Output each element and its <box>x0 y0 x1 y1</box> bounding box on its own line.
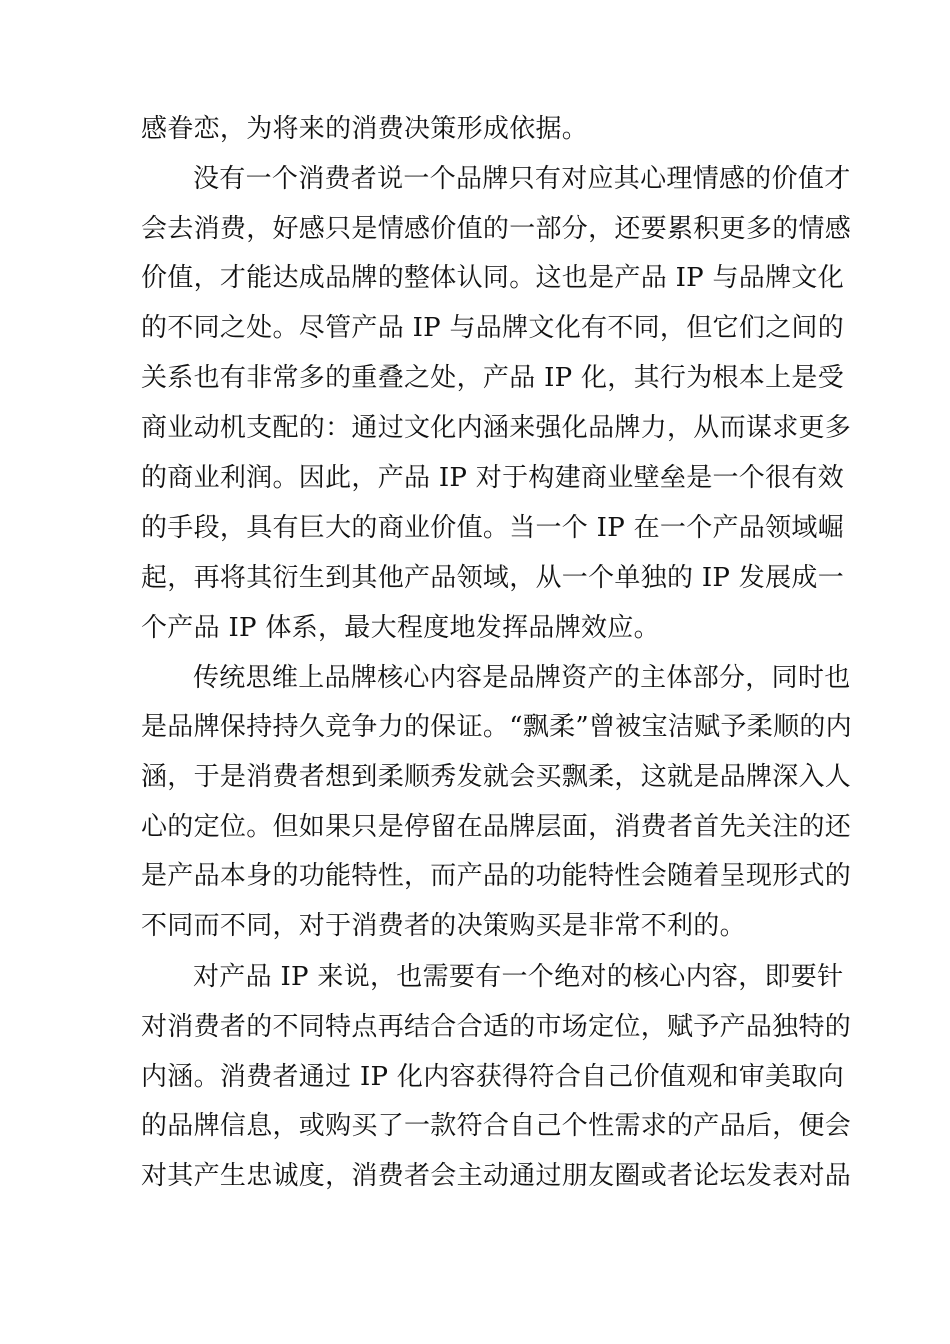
text-line: 对其产生忠诚度，消费者会主动通过朋友圈或者论坛发表对品 <box>141 1161 852 1191</box>
text-line: 的商业利润。因此，产品 IP 对于构建商业壁垒是一个很有效 <box>141 463 844 493</box>
text-line: 会去消费，好感只是情感价值的一部分，还要累积更多的情感 <box>141 214 852 244</box>
text-line: 的不同之处。尽管产品 IP 与品牌文化有不同，但它们之间的 <box>141 313 844 343</box>
text-line: 关系也有非常多的重叠之处，产品 IP 化，其行为根本上是受 <box>141 363 844 393</box>
text-line: 的手段，具有巨大的商业价值。当一个 IP 在一个产品领域崛 <box>141 513 844 543</box>
paragraph-start-line: 没有一个消费者说一个品牌只有对应其心理情感的价值才 <box>193 164 851 194</box>
text-line: 是品牌保持持久竞争力的保证。“飘柔”曾被宝洁赋予柔顺的内 <box>141 712 852 742</box>
text-line: 对消费者的不同特点再结合合适的市场定位，赋予产品独特的 <box>141 1012 852 1042</box>
text-line: 感眷恋，为将来的消费决策形成依据。 <box>141 114 589 144</box>
paragraph-start-line: 传统思维上品牌核心内容是品牌资产的主体部分，同时也 <box>193 663 851 693</box>
text-line: 不同而不同，对于消费者的决策购买是非常不利的。 <box>141 911 746 941</box>
text-line: 起，再将其衍生到其他产品领域，从一个单独的 IP 发展成一 <box>141 563 844 593</box>
text-line: 商业动机支配的：通过文化内涵来强化品牌力，从而谋求更多 <box>141 413 852 443</box>
text-line: 是产品本身的功能特性，而产品的功能特性会随着呈现形式的 <box>141 861 852 891</box>
text-line: 心的定位。但如果只是停留在品牌层面，消费者首先关注的还 <box>141 812 852 842</box>
text-line: 的品牌信息，或购买了一款符合自己个性需求的产品后，便会 <box>141 1111 852 1141</box>
text-line: 内涵。消费者通过 IP 化内容获得符合自己价值观和审美取向 <box>141 1062 844 1092</box>
text-line: 个产品 IP 体系，最大程度地发挥品牌效应。 <box>141 613 660 643</box>
paragraph-start-line: 对产品 IP 来说，也需要有一个绝对的核心内容，即要针 <box>193 962 844 992</box>
text-line: 涵，于是消费者想到柔顺秀发就会买飘柔，这就是品牌深入人 <box>141 762 852 792</box>
text-line: 价值，才能达成品牌的整体认同。这也是产品 IP 与品牌文化 <box>141 263 844 293</box>
